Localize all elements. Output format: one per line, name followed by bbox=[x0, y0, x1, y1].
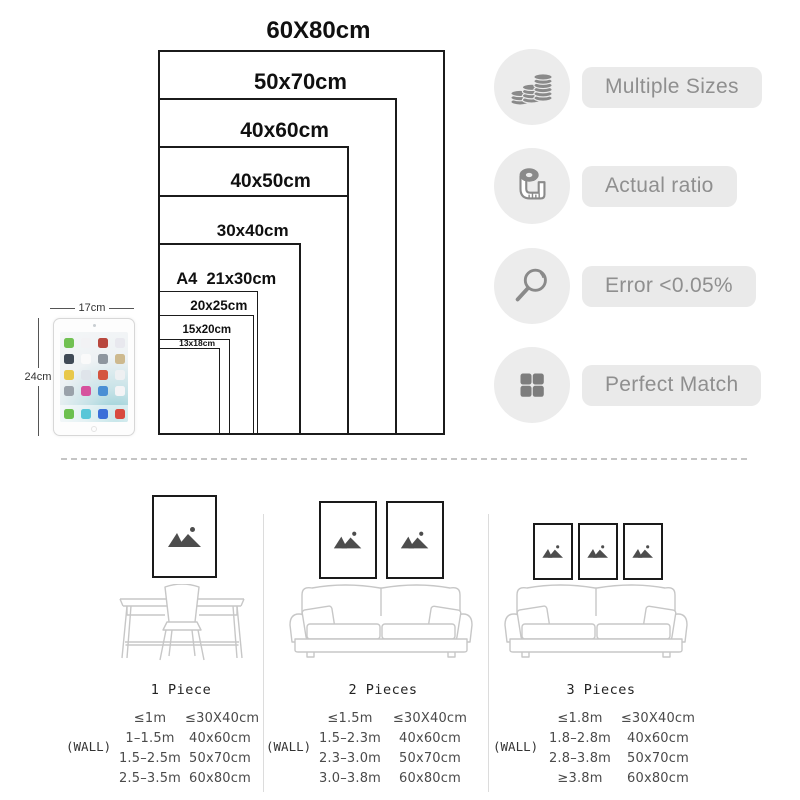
size-label: 50x70cm bbox=[254, 69, 347, 95]
wall-range-cell: 3.0–3.8m bbox=[318, 771, 382, 786]
wall-range-cell: 1.5–2.5m bbox=[118, 751, 182, 766]
size-value-cell: 40x60cm bbox=[189, 731, 251, 746]
wall-range-cell: ≤1.8m bbox=[557, 711, 603, 726]
wall-size-table bbox=[541, 709, 697, 789]
app-icon bbox=[64, 409, 74, 419]
camera-dot-icon bbox=[93, 324, 96, 327]
wall-range-cell: 1–1.5m bbox=[125, 731, 175, 746]
app-icon bbox=[64, 354, 74, 364]
pieces-count-label: 1 Piece bbox=[150, 682, 212, 698]
wall-label: (WALL) bbox=[66, 739, 112, 754]
wall-range-cell: ≤1.5m bbox=[327, 711, 373, 726]
size-value-cell: 60x80cm bbox=[189, 771, 251, 786]
feature-label: Multiple Sizes bbox=[582, 67, 762, 108]
image-placeholder-icon bbox=[586, 544, 610, 559]
pieces-count-label: 3 Pieces bbox=[566, 682, 636, 698]
app-icon bbox=[98, 370, 108, 380]
sofa-illustration bbox=[500, 580, 692, 660]
wall-range-cell: 2.8–3.8m bbox=[548, 751, 612, 766]
size-value-cell: 50x70cm bbox=[399, 751, 461, 766]
image-placeholder-icon bbox=[631, 544, 655, 559]
dimension-line bbox=[38, 318, 39, 368]
size-label: 60X80cm bbox=[266, 17, 371, 45]
app-icon bbox=[98, 354, 108, 364]
size-label: 13x18cm bbox=[179, 337, 216, 348]
tablet-width-dimension bbox=[50, 302, 134, 314]
poster-frame bbox=[319, 501, 377, 579]
feature-perfect-match bbox=[494, 347, 761, 423]
app-icon-grid bbox=[60, 332, 128, 396]
dimension-line bbox=[109, 308, 134, 309]
dashed-divider bbox=[61, 458, 747, 460]
image-placeholder-icon bbox=[332, 530, 364, 550]
badge-circle bbox=[494, 49, 570, 125]
app-icon bbox=[98, 386, 108, 396]
wall-size-table bbox=[310, 709, 470, 789]
pieces-count-label: 2 Pieces bbox=[348, 682, 418, 698]
size-value-cell: ≤30X40cm bbox=[185, 711, 260, 726]
tape-measure-icon bbox=[509, 163, 555, 209]
image-placeholder-icon bbox=[541, 544, 565, 559]
size-label: A4 21x30cm bbox=[176, 270, 277, 289]
poster-frame bbox=[578, 523, 618, 580]
app-icon bbox=[115, 338, 125, 348]
dimension-line bbox=[50, 308, 75, 309]
app-icon bbox=[115, 370, 125, 380]
poster-frame bbox=[623, 523, 663, 580]
poster-frame bbox=[533, 523, 573, 580]
poster-frame bbox=[152, 495, 217, 578]
size-value-cell: 50x70cm bbox=[627, 751, 689, 766]
badge-circle bbox=[494, 347, 570, 423]
feature-label: Perfect Match bbox=[582, 365, 761, 406]
wall-label: (WALL) bbox=[266, 739, 312, 754]
feature-label: Actual ratio bbox=[582, 166, 737, 207]
dimension-line bbox=[38, 386, 39, 436]
app-icon bbox=[115, 386, 125, 396]
app-icon bbox=[64, 386, 74, 396]
size-value-cell: ≤30X40cm bbox=[392, 711, 468, 726]
tablet-screen bbox=[60, 332, 128, 422]
magnifier-icon bbox=[509, 263, 555, 309]
badge-circle bbox=[494, 248, 570, 324]
feature-actual-ratio bbox=[494, 148, 737, 224]
wall-range-cell: 2.3–3.0m bbox=[318, 751, 382, 766]
feature-label: Error <0.05% bbox=[582, 266, 756, 307]
wall-range-cell: 1.8–2.8m bbox=[548, 731, 612, 746]
size-value-cell: 60x80cm bbox=[399, 771, 461, 786]
app-icon bbox=[115, 409, 125, 419]
app-icon bbox=[64, 338, 74, 348]
feature-error-rate bbox=[494, 248, 756, 324]
size-value-cell: 50x70cm bbox=[189, 751, 251, 766]
wall-size-table bbox=[115, 709, 260, 789]
desk-chair-illustration bbox=[117, 584, 247, 664]
size-label: 15x20cm bbox=[182, 324, 232, 337]
grid-squares-icon bbox=[509, 362, 555, 408]
tablet-height-dimension bbox=[21, 318, 55, 436]
poster-frame bbox=[386, 501, 444, 579]
wall-label: (WALL) bbox=[493, 739, 539, 754]
size-label: 30x40cm bbox=[216, 220, 289, 240]
size-label: 40x50cm bbox=[230, 170, 311, 192]
feature-multiple-sizes bbox=[494, 49, 762, 125]
image-placeholder-icon bbox=[166, 525, 204, 549]
size-value-cell: 60x80cm bbox=[627, 771, 689, 786]
size-value-cell: ≤30X40cm bbox=[620, 711, 696, 726]
section-divider bbox=[263, 514, 264, 792]
coins-icon bbox=[509, 64, 555, 110]
app-icon bbox=[81, 370, 91, 380]
size-value-cell: 40x60cm bbox=[627, 731, 689, 746]
tablet-illustration bbox=[53, 318, 135, 436]
app-icon bbox=[98, 409, 108, 419]
app-icon bbox=[115, 354, 125, 364]
tablet-height-label: 24cm bbox=[24, 371, 52, 383]
wall-range-cell: ≤1m bbox=[133, 711, 167, 726]
tablet-width-label: 17cm bbox=[78, 302, 106, 314]
size-comparison-diagram bbox=[158, 17, 445, 435]
size-label: 40x60cm bbox=[240, 119, 329, 143]
app-icon bbox=[81, 338, 91, 348]
wall-range-cell: 2.5–3.5m bbox=[118, 771, 182, 786]
badge-circle bbox=[494, 148, 570, 224]
size-rect bbox=[158, 348, 220, 435]
section-divider bbox=[488, 514, 489, 792]
wall-range-cell: ≥3.8m bbox=[557, 771, 603, 786]
app-icon bbox=[81, 354, 91, 364]
app-icon bbox=[98, 338, 108, 348]
size-label: 20x25cm bbox=[190, 298, 248, 314]
app-icon bbox=[64, 370, 74, 380]
size-value-cell: 40x60cm bbox=[399, 731, 461, 746]
app-icon bbox=[81, 386, 91, 396]
wall-range-cell: 1.5–2.3m bbox=[318, 731, 382, 746]
app-icon bbox=[81, 409, 91, 419]
image-placeholder-icon bbox=[399, 530, 431, 550]
app-dock bbox=[60, 405, 128, 422]
sofa-illustration bbox=[285, 580, 477, 660]
home-button-icon bbox=[91, 426, 97, 432]
